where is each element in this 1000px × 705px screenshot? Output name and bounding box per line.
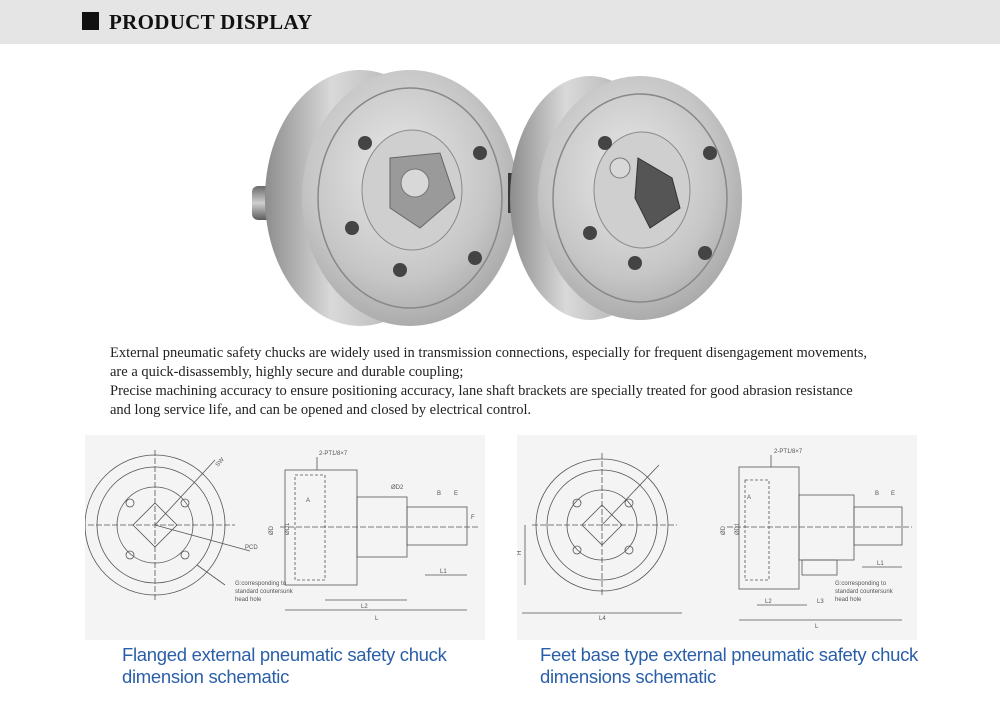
note-line: G:corresponding to xyxy=(835,581,887,587)
note-line: head hole xyxy=(835,597,862,603)
feet-base-schematic-drawing xyxy=(517,435,917,640)
l3-label: L3 xyxy=(817,599,824,605)
h-label: H xyxy=(517,550,523,555)
d1-label: ØD1 xyxy=(285,522,291,535)
b-label: B xyxy=(875,491,880,497)
caption-line: Feet base type external pneumatic safety chuck xyxy=(540,644,918,665)
sw-label: SW xyxy=(214,457,226,469)
e-label: E xyxy=(454,491,459,497)
product-photo xyxy=(240,58,760,328)
e-label: E xyxy=(891,491,896,497)
port-label: 2-PT1/8×7 xyxy=(774,449,803,455)
description xyxy=(110,344,910,420)
description-line: External pneumatic safety chucks are widely used in transmission connections, especially for frequent disengagement movements, xyxy=(110,345,867,361)
caption-line: dimensions schematic xyxy=(540,666,716,687)
caption-line: Flanged external pneumatic safety chuck xyxy=(122,644,447,665)
d1-label: ØD1 xyxy=(735,522,741,535)
caption-line: dimension schematic xyxy=(122,666,290,687)
l4-label: L4 xyxy=(599,616,606,622)
l1-label: L1 xyxy=(877,561,884,567)
description-line: are a quick-disassembly, highly secure and durable coupling; xyxy=(110,364,464,380)
note-line: head hole xyxy=(235,597,262,603)
feet-base-schematic-caption xyxy=(540,644,918,688)
note-line: standard countersunk xyxy=(235,589,293,595)
flanged-schematic-drawing xyxy=(85,435,485,640)
header-bar xyxy=(0,0,1000,44)
a-label: A xyxy=(747,495,752,501)
pcd-label: PCD xyxy=(245,545,258,551)
l-label: L xyxy=(815,624,819,630)
l1-label: L1 xyxy=(440,569,447,575)
d-label: ØD xyxy=(721,526,727,535)
flanged-schematic-caption xyxy=(122,644,447,688)
description-line: and long service life, and can be opened and closed by electrical control. xyxy=(110,402,532,418)
page-title: PRODUCT DISPLAY xyxy=(109,10,313,34)
a-label: A xyxy=(306,498,311,504)
b-label: B xyxy=(437,491,442,497)
l2-label: L2 xyxy=(361,604,368,610)
l-label: L xyxy=(375,616,379,622)
port-label: 2-PT1/8×7 xyxy=(319,451,348,457)
note-line: G:corresponding to xyxy=(235,581,287,587)
d-label: ØD xyxy=(269,526,275,535)
f-label: F xyxy=(471,515,475,521)
description-line: Precise machining accuracy to ensure positioning accuracy, lane shaft brackets are specially treated for good abrasion resistance xyxy=(110,383,853,399)
header-square-icon xyxy=(82,12,99,30)
note-line: standard countersunk xyxy=(835,589,893,595)
d2-label: ØD2 xyxy=(391,485,404,491)
l2-label: L2 xyxy=(765,599,772,605)
